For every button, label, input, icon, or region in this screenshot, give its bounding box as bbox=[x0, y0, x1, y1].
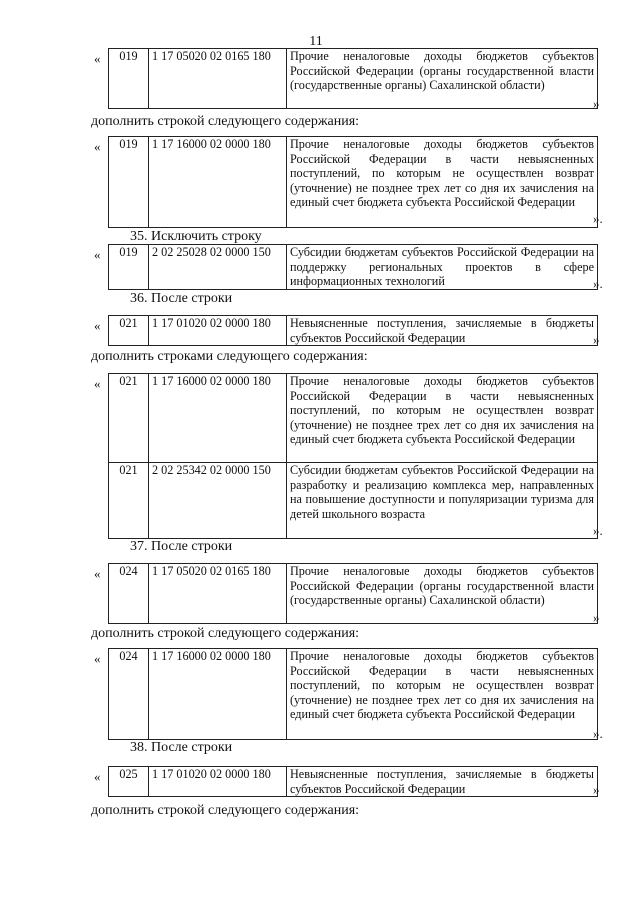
instruction-text: дополнить строкой следующего содержания: bbox=[91, 114, 360, 129]
table-row-group bbox=[108, 563, 598, 624]
open-quote: « bbox=[94, 566, 101, 581]
close-quote: ». bbox=[593, 726, 603, 741]
table-cell-description: Прочие неналоговые доходы бюджетов субъектов Российской Федерации в части невыясненных поступлений, по которым не осуществлен возврат (уточнение) не позднее трех лет со дня их зачисления на единый счет бюджета субъекта Российской Федерации bbox=[287, 649, 598, 740]
table-row-group bbox=[108, 136, 598, 228]
table-row-group bbox=[108, 766, 598, 797]
open-quote: « bbox=[94, 651, 101, 666]
close-quote: ». bbox=[593, 523, 603, 538]
table-cell-description: Прочие неналоговые доходы бюджетов субъектов Российской Федерации в части невыясненных поступлений, по которым не осуществлен возврат (уточнение) не позднее трех лет со дня их зачисления на единый счет бюджета субъекта Российской Федерации bbox=[287, 137, 598, 228]
close-quote: » bbox=[593, 96, 600, 111]
table-cell-description: Субсидии бюджетам субъектов Российской Федерации на поддержку региональных проектов в сфере информационных технологий bbox=[287, 245, 598, 290]
instruction-text: дополнить строкой следующего содержания: bbox=[91, 803, 360, 818]
open-quote: « bbox=[94, 769, 101, 784]
table-cell-code: 019 bbox=[109, 137, 149, 228]
table-cell-description: Прочие неналоговые доходы бюджетов субъектов Российской Федерации (органы государственной власти (государственные органы) Сахалинской области) bbox=[287, 49, 598, 109]
section-heading: 37. После строки bbox=[130, 539, 233, 554]
table-cell-kbk: 2 02 25342 02 0000 150 bbox=[149, 463, 287, 539]
table-cell-code: 021 bbox=[109, 374, 149, 463]
table-row bbox=[109, 649, 598, 740]
table-row-group bbox=[108, 648, 598, 740]
table-cell-kbk: 2 02 25028 02 0000 150 bbox=[149, 245, 287, 290]
table-cell-code: 021 bbox=[109, 316, 149, 346]
table-row-group bbox=[108, 373, 598, 539]
page-number: 11 bbox=[309, 34, 323, 49]
table-cell-code: 021 bbox=[109, 463, 149, 539]
table-cell-kbk: 1 17 16000 02 0000 180 bbox=[149, 649, 287, 740]
close-quote: ». bbox=[593, 211, 603, 226]
table-cell-code: 025 bbox=[109, 767, 149, 797]
table-cell-code: 024 bbox=[109, 564, 149, 624]
table-row-group bbox=[108, 244, 598, 290]
section-heading: 36. После строки bbox=[130, 291, 233, 306]
table-row bbox=[109, 564, 598, 624]
instruction-text: дополнить строками следующего содержания: bbox=[91, 349, 368, 364]
table-row bbox=[109, 463, 598, 539]
open-quote: « bbox=[94, 376, 101, 391]
table-row bbox=[109, 767, 598, 797]
close-quote: » bbox=[593, 610, 600, 625]
table-cell-code: 019 bbox=[109, 49, 149, 109]
open-quote: « bbox=[94, 51, 101, 66]
table-cell-kbk: 1 17 16000 02 0000 180 bbox=[149, 137, 287, 228]
table-cell-code: 024 bbox=[109, 649, 149, 740]
table-row-group bbox=[108, 315, 598, 346]
table-cell-kbk: 1 17 16000 02 0000 180 bbox=[149, 374, 287, 463]
table-cell-description: Субсидии бюджетам субъектов Российской Федерации на разработку и реализацию комплекса мер, направленных на повышение доступности и популяризации туризма для детей школьного возраста bbox=[287, 463, 598, 539]
open-quote: « bbox=[94, 139, 101, 154]
table-row bbox=[109, 316, 598, 346]
table-cell-code: 019 bbox=[109, 245, 149, 290]
open-quote: « bbox=[94, 318, 101, 333]
section-heading: 35. Исключить строку bbox=[130, 229, 262, 244]
close-quote: ». bbox=[593, 276, 603, 291]
table-cell-description: Невыясненные поступления, зачисляемые в бюджеты субъектов Российской Федерации bbox=[287, 316, 598, 346]
table-row-group bbox=[108, 48, 598, 109]
table-cell-description: Невыясненные поступления, зачисляемые в бюджеты субъектов Российской Федерации bbox=[287, 767, 598, 797]
close-quote: » bbox=[593, 332, 600, 347]
table-cell-kbk: 1 17 01020 02 0000 180 bbox=[149, 767, 287, 797]
table-cell-kbk: 1 17 01020 02 0000 180 bbox=[149, 316, 287, 346]
table-cell-description: Прочие неналоговые доходы бюджетов субъектов Российской Федерации в части невыясненных поступлений, по которым не осуществлен возврат (уточнение) не позднее трех лет со дня их зачисления на единый счет бюджета субъекта Российской Федерации bbox=[287, 374, 598, 463]
table-row bbox=[109, 49, 598, 109]
table-cell-description: Прочие неналоговые доходы бюджетов субъектов Российской Федерации (органы государственной власти (государственные органы) Сахалинской области) bbox=[287, 564, 598, 624]
close-quote: » bbox=[593, 782, 600, 797]
table-cell-kbk: 1 17 05020 02 0165 180 bbox=[149, 564, 287, 624]
table-row bbox=[109, 137, 598, 228]
table-row bbox=[109, 374, 598, 463]
open-quote: « bbox=[94, 247, 101, 262]
table-row bbox=[109, 245, 598, 290]
instruction-text: дополнить строкой следующего содержания: bbox=[91, 626, 360, 641]
table-cell-kbk: 1 17 05020 02 0165 180 bbox=[149, 49, 287, 109]
section-heading: 38. После строки bbox=[130, 740, 233, 755]
